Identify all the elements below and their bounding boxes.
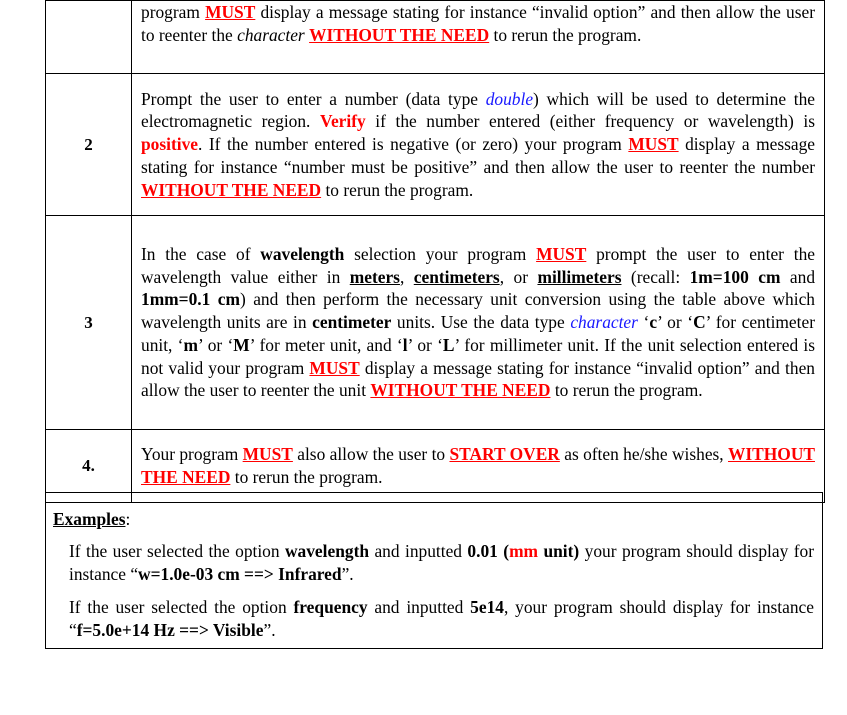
emphasis-must: MUST (536, 243, 587, 264)
table-row (46, 1, 825, 74)
emphasis-must: MUST (242, 444, 293, 465)
text-span: ’ for meter unit, and ‘ (249, 334, 403, 355)
text-span: ’ or ‘ (657, 312, 694, 333)
text-datatype: double (485, 88, 534, 109)
text-span: (recall: (621, 266, 690, 287)
text-span: units. Use the data type (391, 312, 571, 333)
text-span: program (141, 2, 206, 22)
text-bold: l (402, 334, 408, 355)
requirements-table (45, 0, 825, 503)
emphasis-positive: positive (141, 134, 199, 155)
examples-title: Examples (53, 509, 126, 529)
emphasis-must: MUST (309, 357, 360, 378)
text-bold: f=5.0e+14 Hz ==> Visible (76, 619, 264, 640)
emphasis-unit: mm (509, 541, 539, 561)
text-span: prompt the user to enter the wavelength value either in (141, 243, 815, 287)
emphasis-without-need: WITHOUT THE NEED (141, 179, 322, 200)
emphasis-start-over: START OVER (449, 444, 560, 465)
row-number: 2 (46, 74, 132, 216)
text-bold-underline: millimeters (537, 266, 622, 287)
text-span: In the case of (141, 243, 261, 264)
text-span: selection your program (344, 243, 537, 264)
text-bold: 0.01 (467, 541, 498, 561)
text-bold: ( (497, 541, 510, 561)
row-number (46, 1, 132, 74)
text-span: as often he/she wishes, (559, 444, 729, 465)
text-span: to rerun the program. (489, 24, 642, 45)
text-span: display a message stating for instance “number must be positive” and then allow the user to reenter the number (141, 134, 815, 177)
text-bold: M (233, 334, 250, 355)
text-bold: wavelength (260, 243, 345, 264)
row-text (132, 74, 825, 216)
example-paragraph (69, 540, 814, 586)
table-row (46, 216, 825, 430)
text-span: : (125, 509, 131, 529)
text-span: If the user selected the option (69, 597, 294, 617)
text-span: If the user selected the option (69, 541, 285, 561)
text-span: and (780, 266, 816, 287)
text-bold: m (183, 334, 198, 355)
examples-heading (53, 508, 130, 531)
text-span: ”. (341, 563, 354, 584)
emphasis-without-need: WITHOUT THE NEED (141, 444, 815, 487)
text-span: ”. (263, 619, 276, 640)
row-text (132, 1, 825, 74)
text-span: Your program (141, 444, 243, 465)
text-italic: character (237, 24, 305, 45)
text-bold: 5e14 (470, 597, 504, 617)
text-span: to rerun the program. (321, 179, 474, 200)
text-span: . If the number entered is negative (or zero) your program (198, 134, 629, 155)
text-span: and inputted (367, 597, 471, 617)
examples-box (45, 492, 823, 649)
text-span: ‘ (637, 312, 650, 333)
text-bold: 1m=100 cm (689, 266, 781, 287)
text-span: , (399, 266, 414, 287)
text-bold: 1mm=0.1 cm (141, 289, 240, 310)
text-span: ’ for centimeter unit, ‘ (141, 312, 815, 355)
table-row (46, 74, 825, 216)
text-span: ’ for millimeter unit. If the unit selection entered is not valid your program (141, 334, 816, 378)
text-bold-underline: meters (349, 266, 400, 287)
text-span: ) which will be used to determine the electromagnetic region. (141, 88, 815, 132)
text-bold: unit) (538, 541, 580, 561)
text-datatype: character (570, 312, 638, 333)
text-span: also allow the user to (292, 444, 450, 465)
text-span: ’ or ‘ (197, 334, 234, 355)
text-span: , your program should display for instance “ (69, 597, 814, 640)
text-span: if the number entered (either frequency or wavelength) is (365, 111, 816, 132)
text-bold: centimeter (312, 312, 392, 333)
text-span: display a message stating for instance “invalid option” and then allow the user to reenter the unit (141, 357, 815, 401)
text-span: display a message stating for instance “invalid option” and then allow the user to reenter the (141, 2, 815, 45)
text-span: Prompt the user to enter a number (data type (141, 88, 486, 109)
text-bold: C (693, 312, 706, 333)
text-span: and inputted (369, 541, 468, 561)
row-number: 4. (46, 430, 132, 503)
row-number: 3 (46, 216, 132, 430)
example-paragraph (69, 596, 814, 642)
emphasis-must: MUST (628, 134, 679, 155)
row-text (132, 216, 825, 430)
text-bold: w=1.0e-03 cm ==> Infrared (138, 563, 342, 584)
text-span: ’ or ‘ (407, 334, 443, 355)
text-bold: L (442, 334, 455, 355)
emphasis-must: MUST (205, 2, 256, 22)
emphasis-verify: Verify (319, 111, 366, 132)
text-bold: frequency (293, 597, 368, 617)
text-bold: c (649, 312, 658, 333)
text-span: ) and then perform the necessary unit conversion using the table above which wavelength units are in (141, 289, 815, 333)
text-span: to rerun the program. (550, 380, 703, 401)
emphasis-without-need: WITHOUT THE NEED (370, 380, 551, 401)
text-span: , or (499, 266, 538, 287)
text-bold: wavelength (284, 541, 370, 561)
emphasis-without-need: WITHOUT THE NEED (309, 24, 490, 45)
text-bold-underline: centimeters (413, 266, 500, 287)
text-span: your program should display for instance “ (69, 541, 814, 584)
text-span: to rerun the program. (230, 467, 383, 487)
